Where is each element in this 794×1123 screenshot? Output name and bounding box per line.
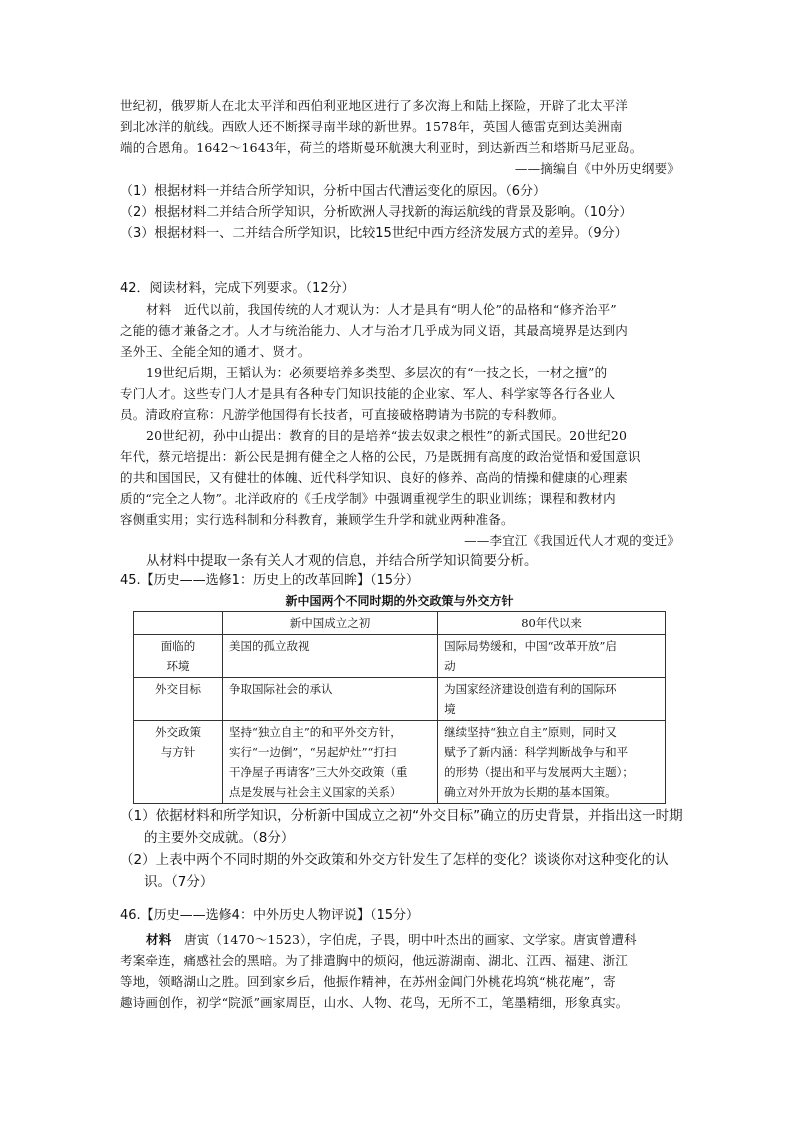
q42-para-2-line: 员。清政府宣称：凡游学他国得有长技者，可直接破格聘请为书院的专科教师。 <box>120 407 565 422</box>
material-2-source: ——摘编自《中外历史纲要》 <box>514 161 680 176</box>
q42-para-3-line: 的共和国国民，又有健壮的体魄、近代科学知识、良好的修养、高尚的情操和健康的心理素 <box>120 470 629 485</box>
q42-para-3-line: 20世纪初，孙中山提出：教育的目的是培养“拔去奴隶之根性”的新式国民。20世纪20 <box>146 428 628 443</box>
cell-line: 实行“一边倒”，“另起炉灶”“打扫 <box>229 745 397 759</box>
row-label-line: 外交目标 <box>155 682 201 696</box>
cell-line: 确立对外开放为长期的基本国策。 <box>444 785 617 799</box>
q42-section <box>120 278 680 572</box>
cell-line: 争取国际社会的承认 <box>229 682 333 696</box>
q42-para-2-line: 专门人才。这些专门人才是具有各种专门知识技能的企业家、军人、科学家等各行各业人 <box>120 386 616 401</box>
cell-line: 赋予了新内涵：科学判断战争与和平 <box>444 745 629 759</box>
table-cell-later <box>438 678 666 721</box>
row-label-line: 面临的 <box>160 639 196 653</box>
cell-line: 继续坚持“独立自主”原则，同时又 <box>444 725 617 739</box>
material-2-line: 到北冰洋的航线。西欧人还不断探寻南半球的新世界。1578年，英国人德雷克到达美洲南 <box>120 119 623 134</box>
q46-material-line: 等地，领略湖山之胜。回到家乡后，他振作精神，在苏州金阊门外桃花坞筑“桃花庵”，寄 <box>120 974 616 989</box>
material-2-line: 端的合恩角。1642～1643年，荷兰的塔斯曼环航澳大利亚时，到达新西兰和塔斯马尼亚岛。 <box>120 140 643 155</box>
q42-para-3-line: 年代，蔡元培提出：新公民是拥有健全之人格的公民，乃是既拥有高度的政治觉悟和爱国意识 <box>120 449 641 464</box>
q41-question-1: （1）根据材料一并结合所学知识，分析中国古代漕运变化的原因。（6分） <box>120 184 547 199</box>
q42-para-1-line: 之能的德才兼备之才。人才与统治能力、人才与治才几乎成为同义语，其最高境界是达到内 <box>120 323 629 338</box>
row-label-line: 外交政策 <box>155 725 201 739</box>
q46-material <box>120 929 680 1013</box>
cell-line: 点是发展与社会主义国家的关系） <box>229 785 402 799</box>
q46-material-label: 材料 <box>146 932 172 947</box>
q42-para-1-line: 圣外王、全能全知的通才、贤才。 <box>120 344 311 359</box>
q42-para-3-line: 质的“完全之人物”。北洋政府的《壬戌学制》中强调重视学生的职业训练；课程和教材内 <box>120 491 616 506</box>
table-row <box>134 678 666 721</box>
q46-material-text: 唐寅（1470～1523），字伯虎，子畏，明中叶杰出的画家、文学家。唐寅曾遭科 <box>184 932 637 947</box>
table-header-cell: 新中国成立之初 <box>223 612 438 635</box>
cell-line: 干净屋子再请客”三大外交政策（重 <box>229 765 408 779</box>
q45-title: 45.【历史——选修1：历史上的改革回眸】（15分） <box>120 573 419 588</box>
q46-material-line: 考案牵连，痛感社会的黑暗。为了排遣胸中的烦闷，他远游湖南、湖北、江西、福建、浙江 <box>120 953 629 968</box>
cell-line: 动 <box>444 659 456 673</box>
q41-question-3: （3）根据材料一、二并结合所学知识，比较15世纪中西方经济发展方式的差异。（9分） <box>120 226 628 241</box>
cell-line: 坚持“独立自主”的和平外交方针， <box>229 725 402 739</box>
cell-line: 为国家经济建设创造有利的国际环 <box>444 682 617 696</box>
q45-question-1: （1）依据材料和所学知识，分析新中国成立之初“外交目标”确立的历史背景，并指出这一时期的主要外交成就。（8分） <box>120 808 683 846</box>
q46-section <box>120 905 680 1013</box>
row-label-line: 环境 <box>166 659 190 673</box>
q42-para-3-line: 容侧重实用；实行选科制和分科教育，兼顾学生升学和就业两种准备。 <box>120 512 514 527</box>
row-label-line: 与方针 <box>160 745 196 759</box>
q45-table-caption: 新中国两个不同时期的外交政策与外交方针 <box>285 594 514 608</box>
q41-question-2: （2）根据材料二并结合所学知识，分析欧洲人寻找新的海运航线的背景及影响。（10分） <box>120 205 633 220</box>
material-2-tail <box>120 95 680 179</box>
row-label <box>134 678 223 721</box>
q45-title-wrap <box>120 570 680 591</box>
table-row <box>134 721 666 804</box>
table-cell-early <box>223 635 438 678</box>
q45-question-2: （2）上表中两个不同时期的外交政策和外交方针发生了怎样的变化？谈谈你对这种变化的认识。（7分） <box>120 852 669 890</box>
foreign-policy-table <box>133 611 666 804</box>
cell-line: 的形势（提出和平与发展两大主题）； <box>444 765 634 779</box>
table-cell-later <box>438 635 666 678</box>
cell-line: 美国的孤立敌视 <box>229 639 310 653</box>
table-row <box>134 635 666 678</box>
q46-material-line: 趣诗画创作，初学“院派”画家周臣，山水、人物、花鸟，无所不工，笔墨精细，形象真实。 <box>120 995 629 1010</box>
q42-para-1-line: 材料 近代以前，我国传统的人才观认为：人才是具有“明人伦”的品格和“修齐治平” <box>146 302 617 317</box>
q42-source: ——李宜江《我国近代人才观的变迁》 <box>464 533 680 548</box>
q42-material <box>120 299 680 551</box>
q42-title: 42．阅读材料，完成下列要求。（12分） <box>120 281 355 296</box>
cell-line: 境 <box>444 702 456 716</box>
row-label <box>134 635 223 678</box>
q41-questions <box>120 181 700 244</box>
q42-question: 从材料中提取一条有关人才观的信息，并结合所学知识简要分析。 <box>146 553 538 569</box>
table-cell-early <box>223 678 438 721</box>
table-header-row <box>134 612 666 635</box>
table-header-cell: 80年代以来 <box>438 612 666 635</box>
row-label <box>134 721 223 804</box>
table-cell-later <box>438 721 666 804</box>
table-cell-early <box>223 721 438 804</box>
q46-material-line <box>120 929 680 950</box>
q42-para-2-line: 19世纪后期，王韬认为：必须要培养多类型、多层次的有“一技之长，一材之擅”的 <box>146 365 608 380</box>
cell-line: 国际局势缓和，中国“改革开放”启 <box>444 639 617 653</box>
material-2-line: 世纪初，俄罗斯人在北太平洋和西伯利亚地区进行了多次海上和陆上探险，开辟了北太平洋 <box>120 98 629 113</box>
table-header-cell <box>134 612 223 635</box>
q46-title: 46.【历史——选修4：中外历史人物评说】（15分） <box>120 908 419 923</box>
q45-questions <box>120 805 685 893</box>
